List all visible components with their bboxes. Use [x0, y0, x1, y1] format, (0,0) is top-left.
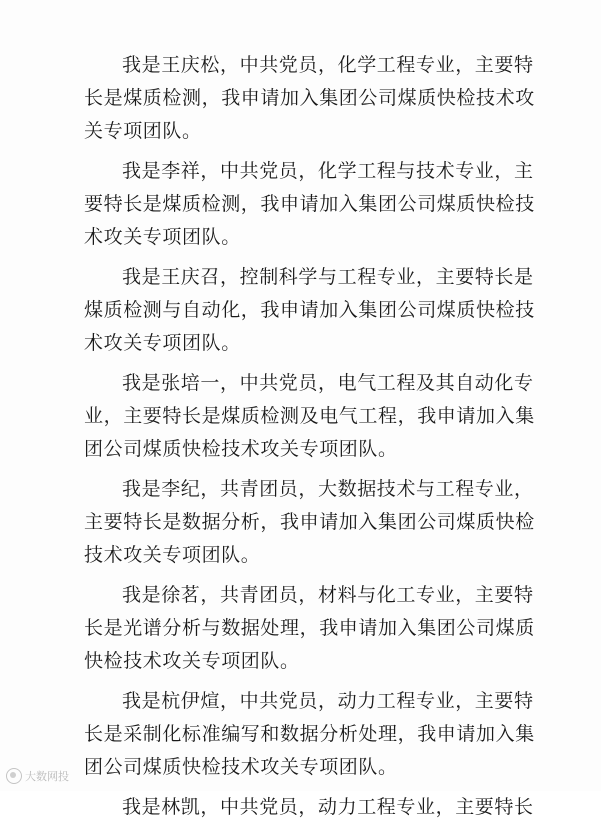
text-line: 我是杭伊煊，中共党员，动力工程专业，主要特 [122, 690, 534, 712]
text-line: 术攻关专项团队。 [84, 226, 241, 248]
text-line: 团公司煤质快检技术攻关专项团队。 [84, 756, 398, 778]
text-line: 我是王庆松，中共党员，化学工程专业，主要特 [122, 54, 534, 76]
text-line: 长是光谱分析与数据处理，我申请加入集团公司煤质 [84, 617, 535, 639]
paragraph-wang-qingzhao [84, 262, 535, 361]
text-line: 快检技术攻关专项团队。 [84, 650, 300, 672]
paragraph-lin-kai [84, 792, 534, 825]
text-line: 长是煤质检测，我申请加入集团公司煤质快检技术攻 [84, 87, 535, 109]
paragraph-li-ji [84, 474, 535, 573]
text-line: 煤质检测与自动化，我申请加入集团公司煤质快检技 [84, 299, 535, 321]
paragraph-hang-yixuan [84, 686, 535, 785]
text-line: 我是徐茗，共青团员，材料与化工专业，主要特 [122, 584, 534, 606]
document-body [84, 50, 535, 832]
text-line: 我是林凯，中共党员，动力工程专业，主要特长 [122, 796, 534, 818]
text-line: 我是李纪，共青团员，大数据技术与工程专业， [122, 478, 534, 500]
text-line: 主要特长是数据分析，我申请加入集团公司煤质快检 [84, 511, 535, 533]
paragraph-wang-qingsong [84, 50, 535, 149]
text-line: 业，主要特长是煤质检测及电气工程，我申请加入集 [84, 405, 535, 427]
text-line: 我是王庆召，控制科学与工程专业，主要特长是 [122, 266, 534, 288]
text-line: 团公司煤质快检技术攻关专项团队。 [84, 438, 398, 460]
text-line: 技术攻关专项团队。 [84, 544, 261, 566]
watermark-text: 大数网投 [25, 770, 69, 783]
watermark [6, 768, 69, 784]
weibo-icon [6, 768, 22, 784]
paragraph-li-xiang [84, 156, 535, 255]
text-line: 我是张培一，中共党员，电气工程及其自动化专 [122, 372, 534, 394]
text-line: 关专项团队。 [84, 120, 202, 142]
text-line: 我是李祥，中共党员，化学工程与技术专业，主 [122, 160, 534, 182]
paragraph-xu-ming [84, 580, 535, 679]
text-line: 长是采制化标准编写和数据分析处理，我申请加入集 [84, 723, 535, 745]
text-line: 术攻关专项团队。 [84, 332, 241, 354]
text-line: 要特长是煤质检测，我申请加入集团公司煤质快检技 [84, 193, 535, 215]
paragraph-zhang-peiyi [84, 368, 535, 467]
